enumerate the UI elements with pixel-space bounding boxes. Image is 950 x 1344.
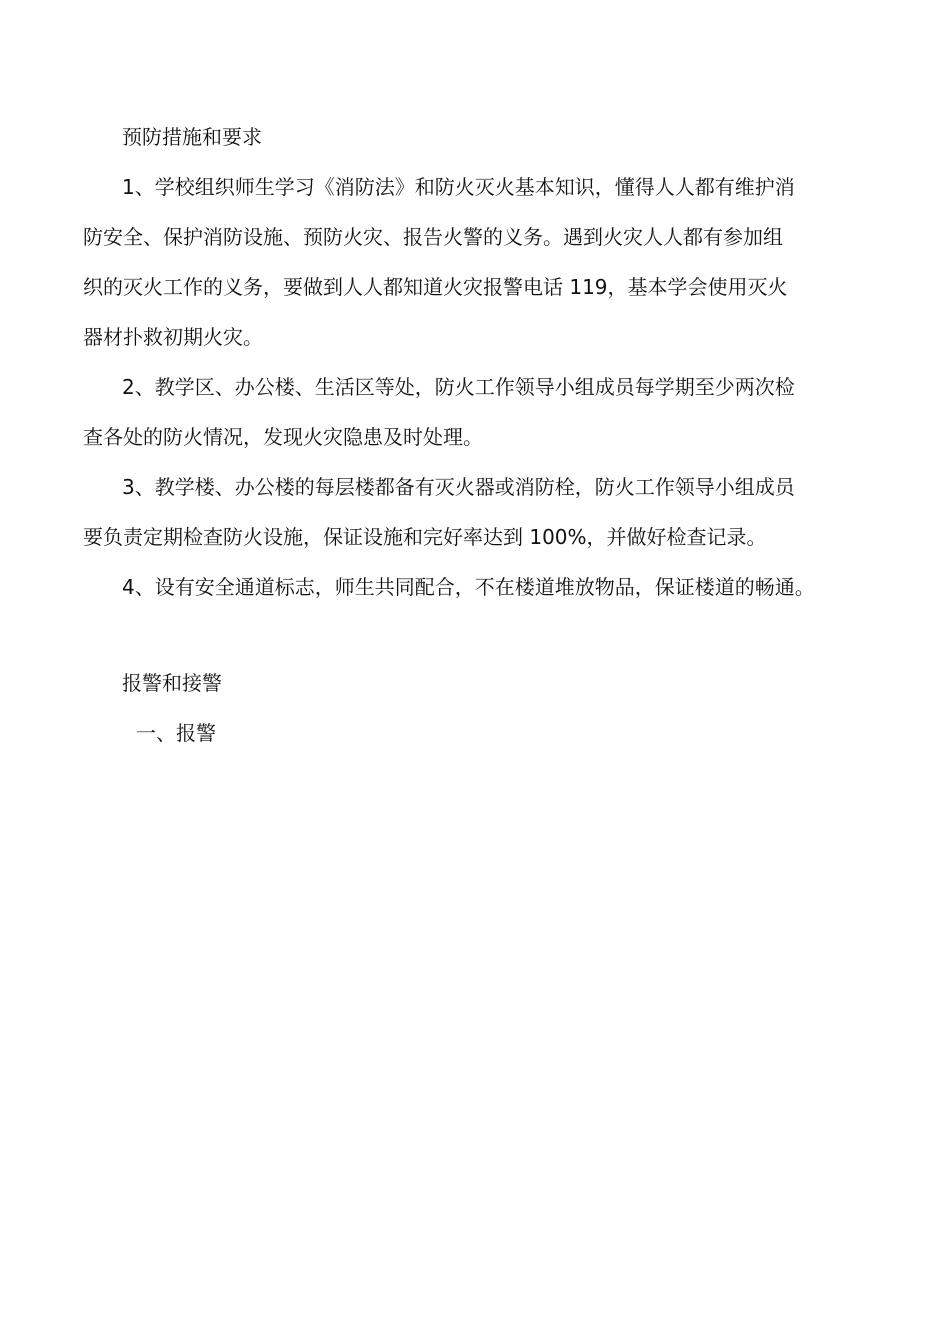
paragraph-line: 防安全、保护消防设施、预防火灾、报告火警的义务。遇到火灾人人都有参加组 (83, 225, 783, 249)
paragraph-line: 4、设有安全通道标志，师生共同配合，不在楼道堆放物品，保证楼道的畅通。 (122, 575, 815, 599)
paragraph-line: 要负责定期检查防火设施，保证设施和完好率达到 100%，并做好检查记录。 (83, 525, 767, 549)
section-title-alarm: 报警和接警 (122, 671, 222, 695)
paragraph-line: 1、学校组织师生学习《消防法》和防火灭火基本知识，懂得人人都有维护消 (122, 175, 795, 199)
paragraph-line: 2、教学区、办公楼、生活区等处，防火工作领导小组成员每学期至少两次检 (122, 375, 795, 399)
paragraph-line: 器材扑救初期火灾。 (83, 325, 263, 349)
subsection-title-report: 一、报警 (136, 721, 216, 745)
section-title-prevention: 预防措施和要求 (122, 125, 262, 149)
paragraph-line: 织的灭火工作的义务，要做到人人都知道火灾报警电话 119，基本学会使用灭火 (83, 275, 788, 299)
paragraph-line: 查各处的防火情况，发现火灾隐患及时处理。 (83, 425, 483, 449)
paragraph-line: 3、教学楼、办公楼的每层楼都备有灭火器或消防栓，防火工作领导小组成员 (122, 475, 795, 499)
